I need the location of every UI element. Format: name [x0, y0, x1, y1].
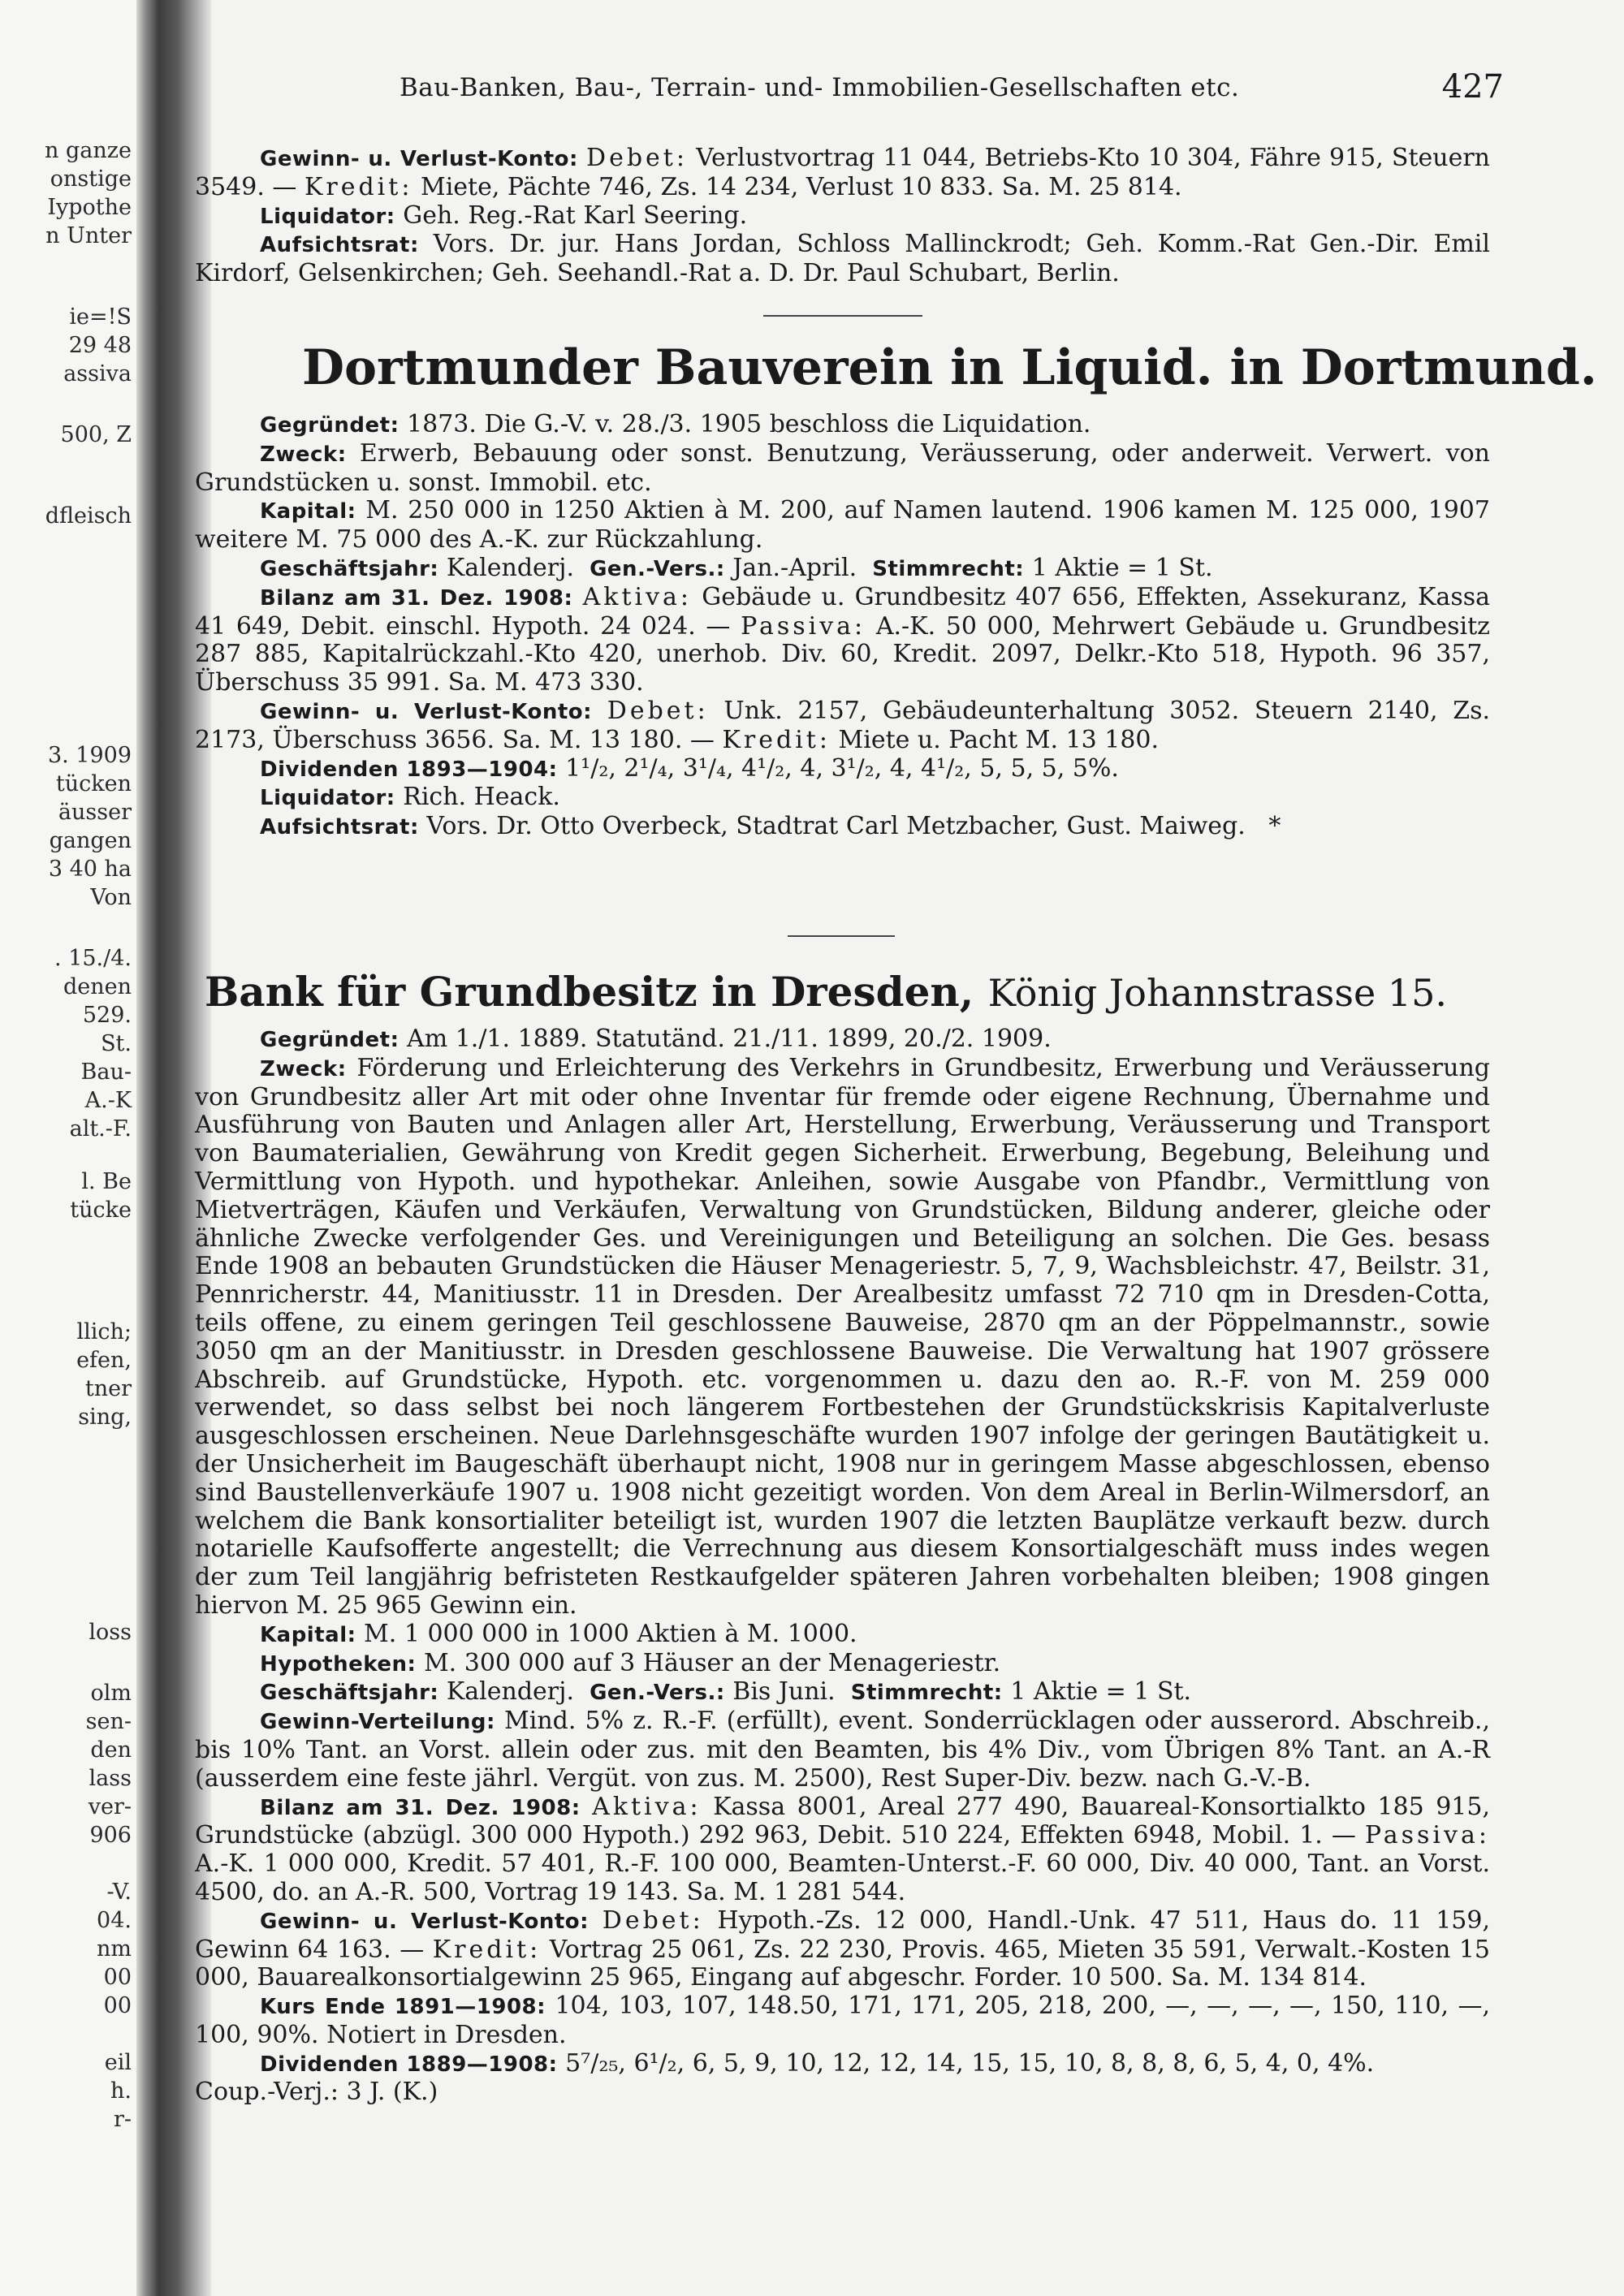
kapital-paragraph: Kapital: M. 250 000 in 1250 Aktien à M. 200, auf Namen lautend. 1906 kamen M. 125 000, 1907 weitere M. 75 000 des A.-K. zur Rückzahlung. — [195, 496, 1490, 555]
adjacent-page-text-fragment: l. Be — [81, 1169, 132, 1194]
document-page — [188, 65, 1597, 2273]
adjacent-page-text-fragment: r- — [113, 2107, 132, 2132]
adjacent-page-text-fragment: n ganze — [45, 138, 132, 163]
adjacent-page-text-fragment: efen, — [76, 1348, 132, 1373]
company-name: Bank für Grundbesitz in Dresden, — [205, 968, 974, 1016]
adjacent-page-text-fragment: sing, — [78, 1405, 132, 1430]
gegruendet-paragraph: Gegründet: 1873. Die G.-V. v. 28./3. 1905 beschloss die Liquidation. — [260, 410, 1091, 438]
adjacent-page-text-fragment: -V. — [106, 1880, 132, 1905]
geschaeftsjahr-paragraph: Geschäftsjahr: Kalenderj. Gen.-Vers.: Bis Juni. Stimmrecht: 1 Aktie = 1 St. — [260, 1677, 1192, 1707]
adjacent-page-text-fragment: dfleisch — [45, 503, 132, 529]
adjacent-page-text-fragment: St. — [101, 1031, 132, 1056]
coupon-verjaehrung: Coup.-Verj.: 3 J. (K.) — [195, 2078, 438, 2107]
asterisk-mark: * — [1268, 812, 1281, 841]
section-divider — [788, 935, 895, 937]
adjacent-page-text-fragment: A.-K — [84, 1088, 132, 1113]
gewinn-konto-paragraph: Gewinn- u. Verlust-Konto: Debet: Verlustvortrag 11 044, Betriebs-Kto 10 304, Fähre 915, Steuern 3549. — Kredit: Miete, Pächte 746, Zs. 14 234, Verlust 10 833. Sa. M. 25 814. — [195, 144, 1490, 201]
company-title: Dortmunder Bauverein in Liquid. in Dortmund. — [302, 339, 1597, 396]
adjacent-page-text-fragment: loss — [89, 1620, 132, 1645]
bilanz-paragraph: Bilanz am 31. Dez. 1908: Aktiva: Gebäude u. Grundbesitz 407 656, Effekten, Assekuranz, Kassa 41 649, Debit. einschl. Hypoth. 24 024. — Passiva: A.-K. 50 000, Mehrwert Gebäude u. Grundbesitz 287 885, Kapitalrückzahl.-Kto 420, unerhob. Div. 60, Kredit. 2097, Delkr.-Kto 518, Hypoth. 96 357, Überschuss 35 991. Sa. M. 473 330. — [195, 582, 1490, 697]
adjacent-page-text-fragment: 29 48 — [68, 333, 132, 358]
gewinn-konto-paragraph: Gewinn- u. Verlust-Konto: Debet: Unk. 2157, Gebäudeunterhaltung 3052. Steuern 2140, Zs. 2173, Überschuss 3656. Sa. M. 13 180. — Kredit: Miete u. Pacht M. 13 180. — [195, 696, 1491, 754]
adjacent-page-text-fragment: ie=!S — [69, 304, 132, 330]
adjacent-page-text-fragment: 3 40 ha — [48, 857, 132, 882]
gegruendet-paragraph: Gegründet: Am 1./1. 1889. Statutänd. 21./11. 1899, 20./2. 1909. — [260, 1025, 1052, 1053]
adjacent-page-text-fragment: 500, Z — [60, 422, 132, 447]
adjacent-page-text-fragment: eil — [104, 2050, 132, 2075]
aufsichtsrat-paragraph: Aufsichtsrat: Vors. Dr. Otto Overbeck, Stadtrat Carl Metzbacher, Gust. Maiweg. * — [260, 812, 1281, 841]
hypotheken-paragraph: Hypotheken: M. 300 000 auf 3 Häuser an der Menageriestr. — [260, 1648, 1001, 1677]
adjacent-page-text-fragment: onstige — [50, 166, 132, 192]
running-head — [188, 65, 1504, 114]
adjacent-page-text-fragment: ver- — [88, 1794, 132, 1819]
entry-continuation — [195, 145, 1490, 288]
adjacent-page-text-fragment: äusser — [58, 800, 132, 825]
company-address: König Johannstrasse 15. — [987, 971, 1447, 1015]
adjacent-page-text-fragment: 906 — [89, 1823, 132, 1848]
dividenden-paragraph: Dividenden 1889—1908: 5⁷/₂₅, 6¹/₂, 6, 5, 9, 10, 12, 12, 14, 15, 15, 10, 8, 8, 8, 6, 5, 4, 0, 4%. — [260, 2048, 1375, 2078]
adjacent-page-text-fragment: assiva — [63, 361, 132, 386]
running-head-title: Bau-Banken, Bau-, Terrain- und- Immobilien-Gesellschaften etc. — [400, 73, 1240, 102]
adjacent-page-text-fragment: nm — [97, 1936, 132, 1962]
gewinn-verteilung-paragraph: Gewinn-Verteilung: Mind. 5% z. R.-F. (erfüllt), event. Sonderrücklagen oder ausserord. Abschreib., bis 10% Tant. an Vorst. allein oder zus. mit den Beamten, bis 4% Div., vom Übrigen 8% Tant. an A.-R (ausserdem eine feste jährl. Vergüt. von zus. M. 2500), Rest Super-Div. bezw. nach G.-V.-B. — [195, 1707, 1490, 1793]
page-number: 427 — [1441, 68, 1504, 106]
adjacent-page-text-fragment: 00 — [103, 1965, 132, 1990]
dividenden-paragraph: Dividenden 1893—1904: 1¹/₂, 2¹/₄, 3¹/₄, 4¹/₂, 4, 3¹/₂, 4, 4¹/₂, 5, 5, 5, 5%. — [260, 753, 1119, 783]
adjacent-page-text-fragment: . 15./4. — [54, 946, 132, 971]
adjacent-page-text-fragment: 3. 1909 — [47, 743, 132, 768]
adjacent-page-fragment — [0, 0, 136, 2296]
liquidator-paragraph: Liquidator: Geh. Reg.-Rat Karl Seering. — [260, 201, 748, 230]
adjacent-page-text-fragment: Iypothe — [47, 195, 132, 220]
adjacent-page-text-fragment: tücken — [55, 771, 132, 796]
adjacent-page-text-fragment: gangen — [49, 828, 132, 853]
adjacent-page-text-fragment: den — [90, 1737, 132, 1763]
adjacent-page-text-fragment: sen- — [85, 1709, 132, 1734]
adjacent-page-text-fragment: llich; — [76, 1319, 132, 1344]
adjacent-page-text-fragment: lass — [89, 1766, 132, 1791]
kurs-paragraph: Kurs Ende 1891—1908: 104, 103, 107, 148.50, 171, 171, 205, 218, 200, —, —, —, —, 150, 110, —, 100, 90%. Notiert in Dresden. — [195, 1992, 1491, 2049]
adjacent-page-text-fragment: h. — [110, 2078, 132, 2104]
section-divider — [763, 315, 922, 317]
zweck-paragraph: Zweck: Erwerb, Bebauung oder sonst. Benutzung, Veräusserung, oder anderweit. Verwert. von Grundstücken u. sonst. Immobil. etc. — [195, 438, 1490, 497]
adjacent-page-text-fragment: Bau- — [80, 1060, 132, 1085]
adjacent-page-text-fragment: 04. — [97, 1908, 132, 1933]
adjacent-page-text-fragment: Von — [90, 885, 132, 910]
entry-dortmunder-bauverein — [195, 411, 1490, 842]
adjacent-page-text-fragment: 529. — [82, 1003, 132, 1028]
geschaeftsjahr-paragraph: Geschäftsjahr: Kalenderj. Gen.-Vers.: Jan.-April. Stimmrecht: 1 Aktie = 1 St. — [260, 553, 1213, 582]
adjacent-page-text-fragment: alt.-F. — [69, 1116, 132, 1142]
adjacent-page-text-fragment: tücke — [70, 1198, 132, 1223]
liquidator-paragraph: Liquidator: Rich. Heack. — [260, 783, 560, 812]
gewinn-konto-paragraph: Gewinn- u. Verlust-Konto: Debet: Hypoth.-Zs. 12 000, Handl.-Unk. 47 511, Haus do. 11 159, Gewinn 64 163. — Kredit: Vortrag 25 061, Zs. 22 230, Provis. 465, Mieten 35 591, Verwalt.-Kosten 15 000, Bauarealkonsortialgewinn 25 965, Eingang auf abgeschr. Forder. 10 500. Sa. M. 134 814. — [195, 1905, 1490, 1992]
adjacent-page-text-fragment: olm — [90, 1681, 132, 1706]
bilanz-paragraph: Bilanz am 31. Dez. 1908: Aktiva: Kassa 8001, Areal 277 490, Bauareal-Konsortialkto 185 915, Grundstücke (abzügl. 300 000 Hypoth.) 292 963, Debit. 510 224, Effekten 6948, Mobil. 1. — Passiva: A.-K. 1 000 000, Kredit. 57 401, R.-F. 100 000, Beamten-Unterst.-F. 60 000, Div. 40 000, Tant. an Vorst. 4500, do. an A.-R. 500, Vortrag 19 143. Sa. M. 1 281 544. — [195, 1792, 1490, 1906]
zweck-paragraph: Zweck: Förderung und Erleichterung des Verkehrs in Grundbesitz, Erwerbung und Veräusserung von Grundbesitz aller Art mit oder ohne Inventar für fremde oder eigene Rechnung, Übernahme und Ausführung von Bauten und Anlagen aller Art, Herstellung, Erwerbung, Veräusserung und Transport von Baumaterialien, Gewährung von Kredit gegen Sicherheit. Erwerbung, Begebung, Beleihung und Vermittlung von Hypoth. und hypothekar. Anleihen, sowie Ausgabe von Pfandbr., Vermittlung von Mietverträgen, Käufen und Verkäufen, Verwaltung von Grundstücken, Bildung anderer, gleiche oder ähnliche Zwecke verfolgender Ges. und Vereinigungen und Beteiligung an solchen. Die Ges. besass Ende 1908 an bebauten Grundstücken die Häuser Menageriestr. 5, 7, 9, Wachsbleichstr. 47, Beilstr. 31, Pennricherstr. 44, Manitiusstr. 11 in Dresden. Der Arealbesitz umfasst 72 710 qm in Dresden-Cotta, teils offene, zu einem geringen Teil geschlossene Bauweise, 2870 qm an der Pöppelmannstr., sowie 3050 qm an der Manitiusstr. in Dresden geschlossene Bauweise. Die Verwaltung hat 1907 grössere Abschreib. auf Grundstücke, Hypoth. etc. vorgenommen u. dazu den ao. R.-F. von M. 259 000 verwendet, so dass selbst bei noch längerem Fortbestehen der Grundstückskrisis Kapitalverluste ausgeschlossen erscheinen. Neue Darlehnsgeschäfte wurden 1907 infolge der geringen Bautätigkeit u. der Unsicherheit im Baugeschäft überhaupt nicht, 1908 nur in geringem Masse abgeschlossen, ebenso sind Baustellenverkäufe 1907 u. 1908 nicht gezeitigt worden. Von dem Areal in Berlin-Wilmersdorf, an welchem die Bank konsortialiter beteiligt ist, wurden 1907 die letzten Bauplätze verkauft bezw. durch notarielle Kaufsofferte angestellt; die Verrechnung aus diesem Konsortialgeschäft muss indes wegen der zum Teil langjährig befristeten Restkaufgelder späteren Jahren vorbehalten bleiben; 1908 gingen hiervon M. 25 965 Gewinn ein. — [195, 1053, 1490, 1620]
kapital-paragraph: Kapital: M. 1 000 000 in 1000 Aktien à M. 1000. — [260, 1619, 857, 1648]
company-title — [205, 968, 1520, 1016]
adjacent-page-text-fragment: 00 — [103, 1993, 132, 2018]
adjacent-page-text-fragment: denen — [63, 974, 132, 999]
entry-bank-fuer-grundbesitz — [195, 1025, 1490, 2107]
adjacent-page-text-fragment: tner — [84, 1376, 132, 1401]
aufsichtsrat-paragraph: Aufsichtsrat: Vors. Dr. jur. Hans Jordan, Schloss Mallinckrodt; Geh. Komm.-Rat Gen.-Dir. Emil Kirdorf, Gelsenkirchen; Geh. Seehandl.-Rat a. D. Dr. Paul Schubart, Berlin. — [195, 230, 1490, 288]
adjacent-page-text-fragment: n Unter — [45, 223, 132, 248]
